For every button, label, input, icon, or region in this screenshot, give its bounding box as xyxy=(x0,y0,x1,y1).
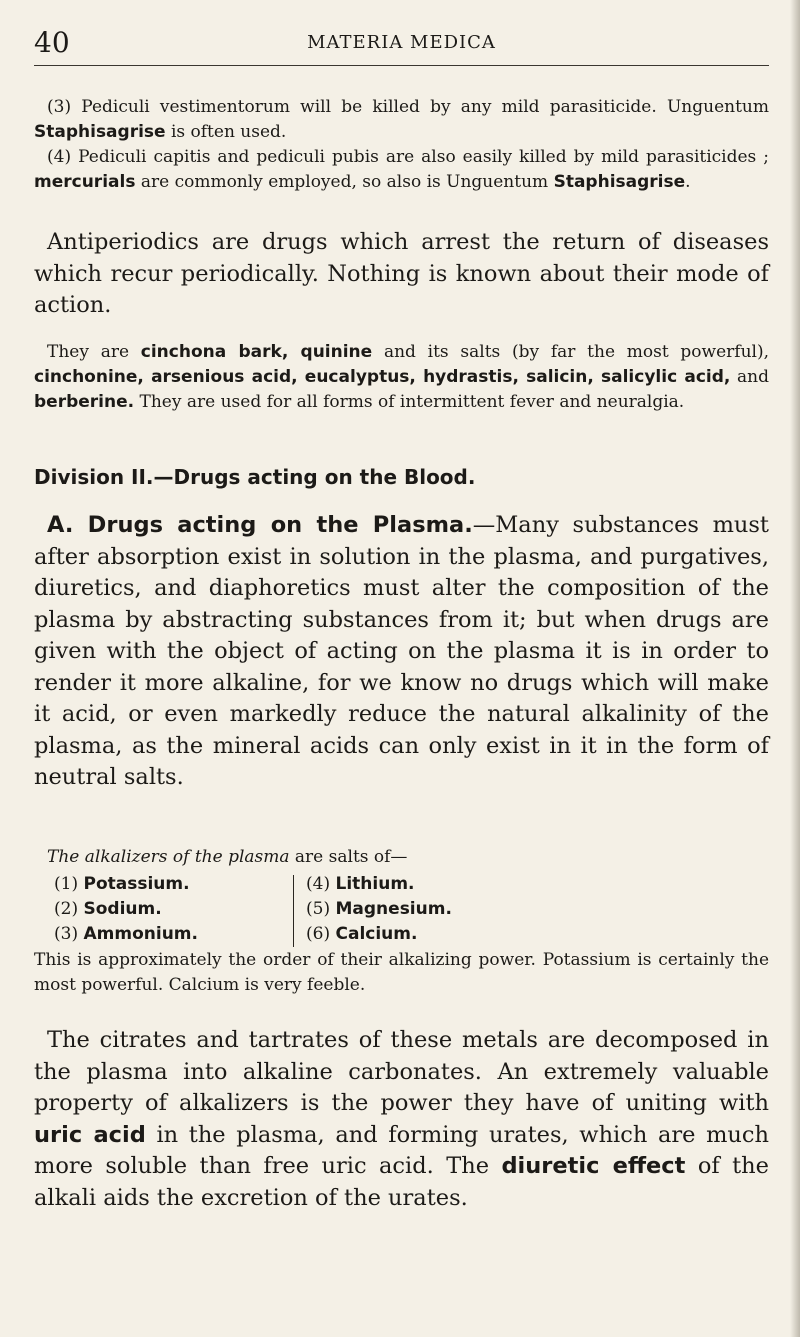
antiperiodics-drugs-paragraph xyxy=(34,340,769,415)
element-name: Magnesium. xyxy=(335,899,452,919)
text-run: Pediculi capitis and pediculi pubis are also easily killed by mild parasiticides ; xyxy=(71,147,769,167)
text-run: They are xyxy=(47,342,141,362)
column-divider xyxy=(293,875,294,947)
alkalizers-list xyxy=(54,872,654,950)
text-run: are salts of— xyxy=(289,847,408,867)
text-run: . xyxy=(685,172,691,192)
list-item xyxy=(54,872,198,897)
paragraph-pediculi-capitis xyxy=(34,145,769,195)
citrates-section xyxy=(34,1025,769,1214)
citrates-paragraph xyxy=(34,1025,769,1214)
item-number: (4) xyxy=(306,874,331,894)
drug-term: mercurials xyxy=(34,172,136,192)
text-run: The citrates and tartrates of these metals are decomposed in the plasma into alkaline carbonates. An extremely valuable property of alkalizers is the power they have of uniting with xyxy=(34,1027,769,1116)
item-number: (3) xyxy=(54,924,79,944)
item-number: (6) xyxy=(306,924,331,944)
text-run: Pediculi vestimentorum will be killed by any mild parasiticide. Unguentum xyxy=(71,97,769,117)
item-number: (1) xyxy=(54,874,79,894)
text-run: They are used for all forms of intermittent fever and neuralgia. xyxy=(134,392,685,412)
alkalizers-intro-text xyxy=(34,845,769,870)
page-number: 40 xyxy=(34,26,70,59)
paragraph-pediculi-vestimentorum xyxy=(34,95,769,145)
item-number: (4) xyxy=(47,147,72,167)
italic-term: The alkalizers of the plasma xyxy=(47,847,290,867)
element-name: Lithium. xyxy=(335,874,415,894)
header-rule xyxy=(34,65,769,66)
plasma-section xyxy=(34,510,769,794)
element-name: Ammonium. xyxy=(83,924,198,944)
list-item xyxy=(54,922,198,947)
list-item xyxy=(306,872,452,897)
antiperiodics-text: Antiperiodics are drugs which arrest the return of diseases which recur periodically. Nothing is known about their mode of action. xyxy=(34,229,769,318)
list-item xyxy=(306,897,452,922)
running-title: MATERIA MEDICA xyxy=(307,32,496,53)
section-subheading: A. Drugs acting on the Plasma. xyxy=(47,512,473,538)
element-name: Sodium. xyxy=(83,899,162,919)
book-page xyxy=(34,20,770,1211)
alkalizing-order-text: This is approximately the order of their alkalizing power. Potassium is certainly the most powerful. Calcium is very feeble. xyxy=(34,950,769,995)
list-item xyxy=(306,922,452,947)
antiperiodics-list xyxy=(34,340,769,415)
element-name: Potassium. xyxy=(83,874,190,894)
element-name: Calcium. xyxy=(335,924,418,944)
drug-term: Staphisagrise xyxy=(34,122,166,142)
text-run: of the alkali aids the excretion of the urates. xyxy=(34,1153,769,1211)
item-number: (3) xyxy=(47,97,72,117)
plasma-paragraph xyxy=(34,510,769,794)
running-header xyxy=(34,20,769,60)
item-number: (5) xyxy=(306,899,331,919)
text-run: and xyxy=(730,367,770,387)
page-edge-shadow xyxy=(790,0,800,1337)
text-run: and its salts (by far the most powerful), xyxy=(372,342,769,362)
drug-term: cinchona bark, quinine xyxy=(140,342,373,362)
key-term: diuretic effect xyxy=(501,1153,686,1179)
text-run: is often used. xyxy=(165,122,287,142)
list-item xyxy=(54,897,198,922)
pediculi-paragraphs xyxy=(34,95,769,195)
drug-term: cinchonine, arsenious acid, eucalyptus, hydrastis, salicin, salicylic acid, xyxy=(34,367,731,387)
alkalizers-column-right xyxy=(306,872,452,947)
item-number: (2) xyxy=(54,899,79,919)
antiperiodics-definition xyxy=(34,227,769,322)
drug-term: berberine. xyxy=(34,392,135,412)
division-heading: Division II.—Drugs acting on the Blood. xyxy=(34,465,476,489)
alkalizing-order xyxy=(34,948,769,998)
drug-term: Staphisagrise xyxy=(553,172,686,192)
text-run: in the plasma, and forming urates, which are much more soluble than free uric acid. The xyxy=(34,1121,770,1179)
alkalizers-column-left xyxy=(54,872,198,947)
text-run: are commonly employed, so also is Unguentum xyxy=(135,172,554,192)
text-run: —Many substances must after absorption exist in solution in the plasma, and purgatives, diuretics, and diaphoretics must alter the composition of the plasma by abstracting substances from it; but when drugs are given with the object of acting on the plasma it is in order to render it more alkaline, for we know no drugs which will make it acid, or even markedly reduce the natural alkalinity of the plasma, as the mineral acids can only exist in it in the form of neutral salts. xyxy=(34,512,769,790)
key-term: uric acid xyxy=(34,1121,146,1148)
alkalizers-intro xyxy=(34,845,769,870)
